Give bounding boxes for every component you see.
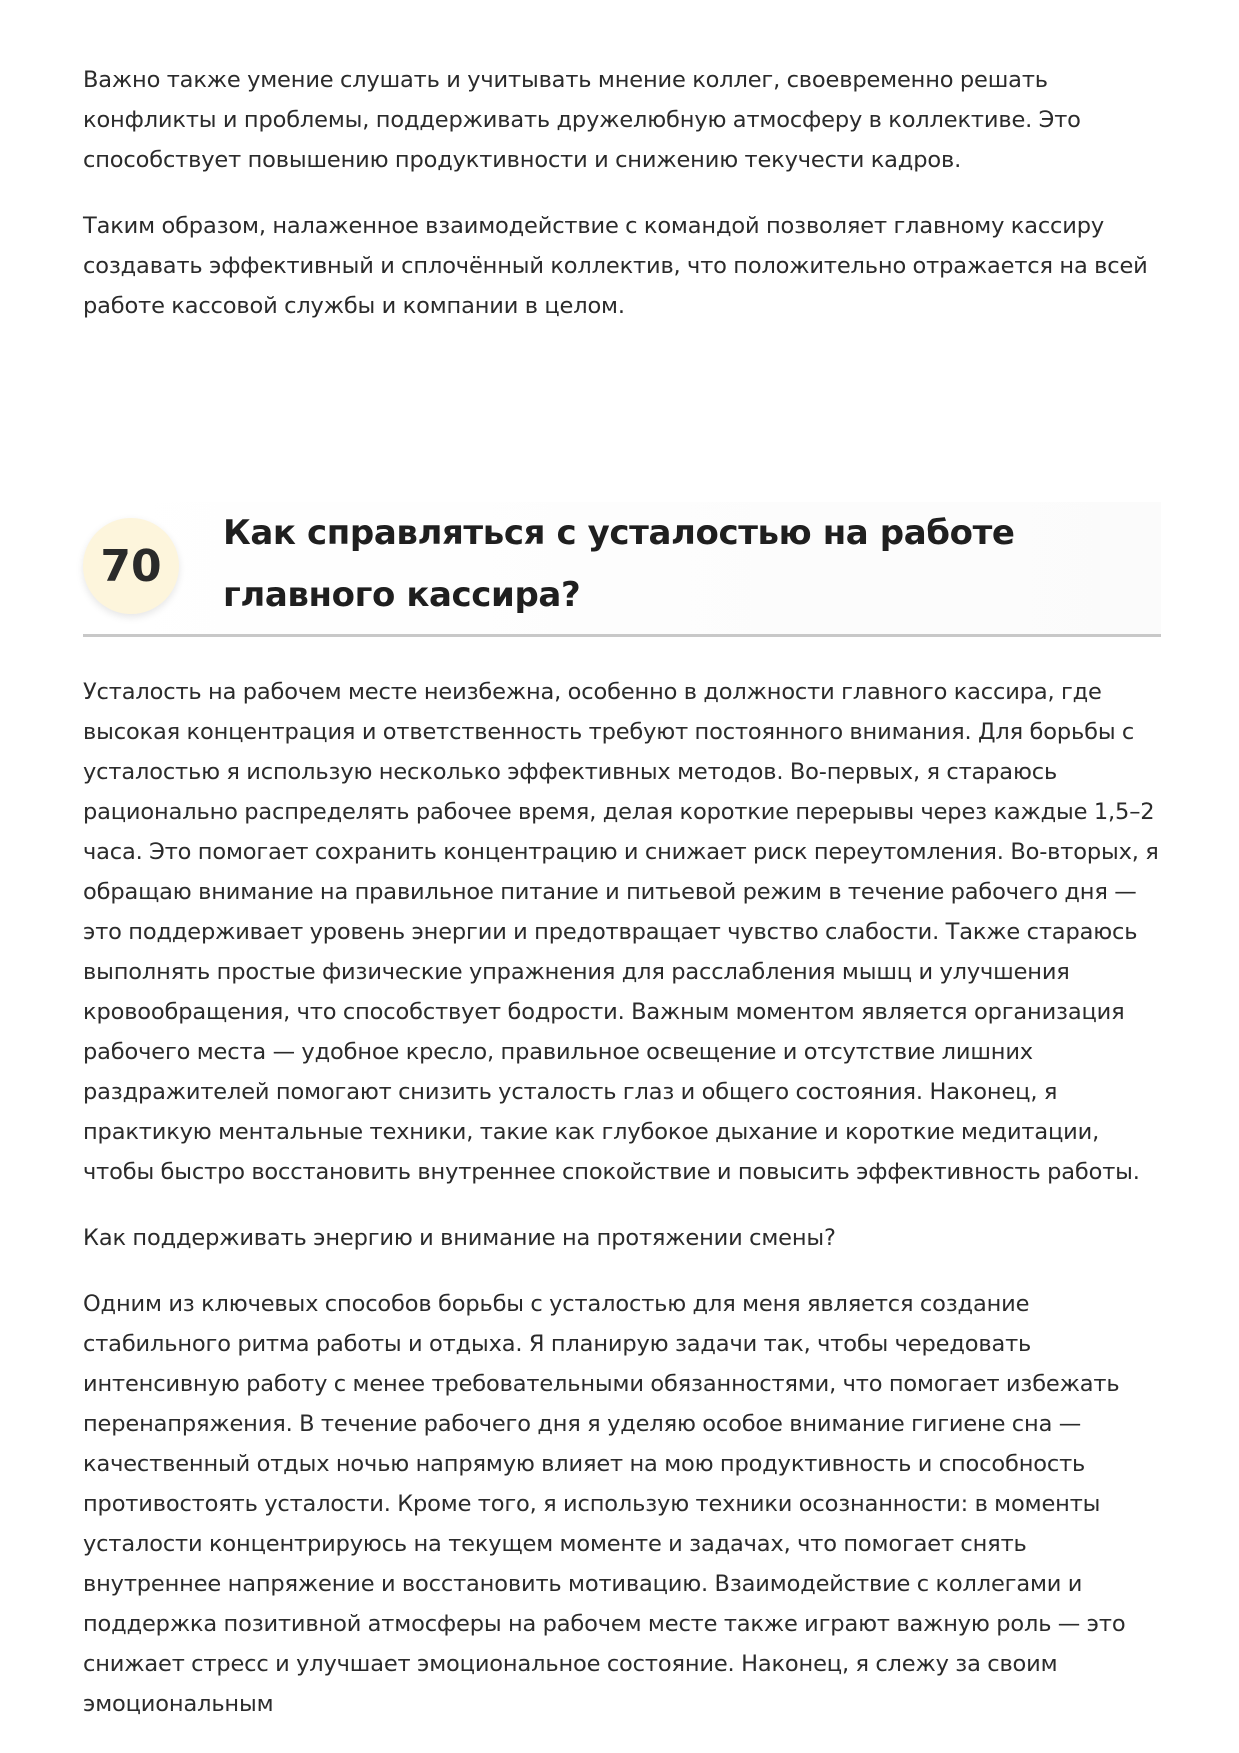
section-header — [83, 502, 1161, 637]
body-question: Как поддерживать энергию и внимание на протяжении смены? — [83, 1225, 836, 1251]
intro-paragraph-1: Важно также умение слушать и учитывать мнение коллег, своевременно решать конфликты и проблемы, поддерживать дружелюбную атмосферу в коллективе. Это способствует повышению продуктивности и снижению текучести кадров. — [83, 67, 1081, 173]
section-body — [83, 672, 1161, 1750]
intro-block — [83, 60, 1161, 352]
section-title: Как справляться с усталостью на работе главного кассира? — [223, 513, 1015, 615]
section-number-badge: 70 — [83, 518, 179, 614]
body-paragraph-1: Усталость на рабочем месте неизбежна, особенно в должности главного кассира, где высокая концентрация и ответственность требуют постоянного внимания. Для борьбы с усталостью я использую несколько эффективных методов. Во-первых, я стараюсь рационально распределять рабочее время, делая короткие перерывы через каждые 1,5–2 часа. Это помогает сохранить концентрацию и снижает риск переутомления. Во-вторых, я обращаю внимание на правильное питание и питьевой режим в течение рабочего дня — это поддерживает уровень энергии и предотвращает чувство слабости. Также стараюсь выполнять простые физические упражнения для расслабления мышц и улучшения кровообращения, что способствует бодрости. Важным моментом является организация рабочего места — удобное кресло, правильное освещение и отсутствие лишних раздражителей помогают снизить усталость глаз и общего состояния. Наконец, я практикую ментальные техники, такие как глубокое дыхание и короткие медитации, чтобы быстро восстановить внутреннее спокойствие и повысить эффективность работы. — [83, 679, 1159, 1185]
body-paragraph-2: Одним из ключевых способов борьбы с усталостью для меня является создание стабильного ритма работы и отдыха. Я планирую задачи так, чтобы чередовать интенсивную работу с менее требовательными обязанностями, что помогает избежать перенапряжения. В течение рабочего дня я уделяю особое внимание гигиене сна — качественный отдых ночью напрямую влияет на мою продуктивность и способность противостоять усталости. Кроме того, я использую техники осознанности: в моменты усталости концентрируюсь на текущем моменте и задачах, что помогает снять внутреннее напряжение и восстановить мотивацию. Взаимодействие с коллегами и поддержка позитивной атмосферы на рабочем месте также играют важную роль — это снижает стресс и улучшает эмоциональное состояние. Наконец, я слежу за своим эмоциональным — [83, 1291, 1126, 1717]
intro-paragraph-2: Таким образом, налаженное взаимодействие с командой позволяет главному кассиру создавать эффективный и сплочённый коллектив, что положительно отражается на всей работе кассовой службы и компании в целом. — [83, 213, 1148, 319]
